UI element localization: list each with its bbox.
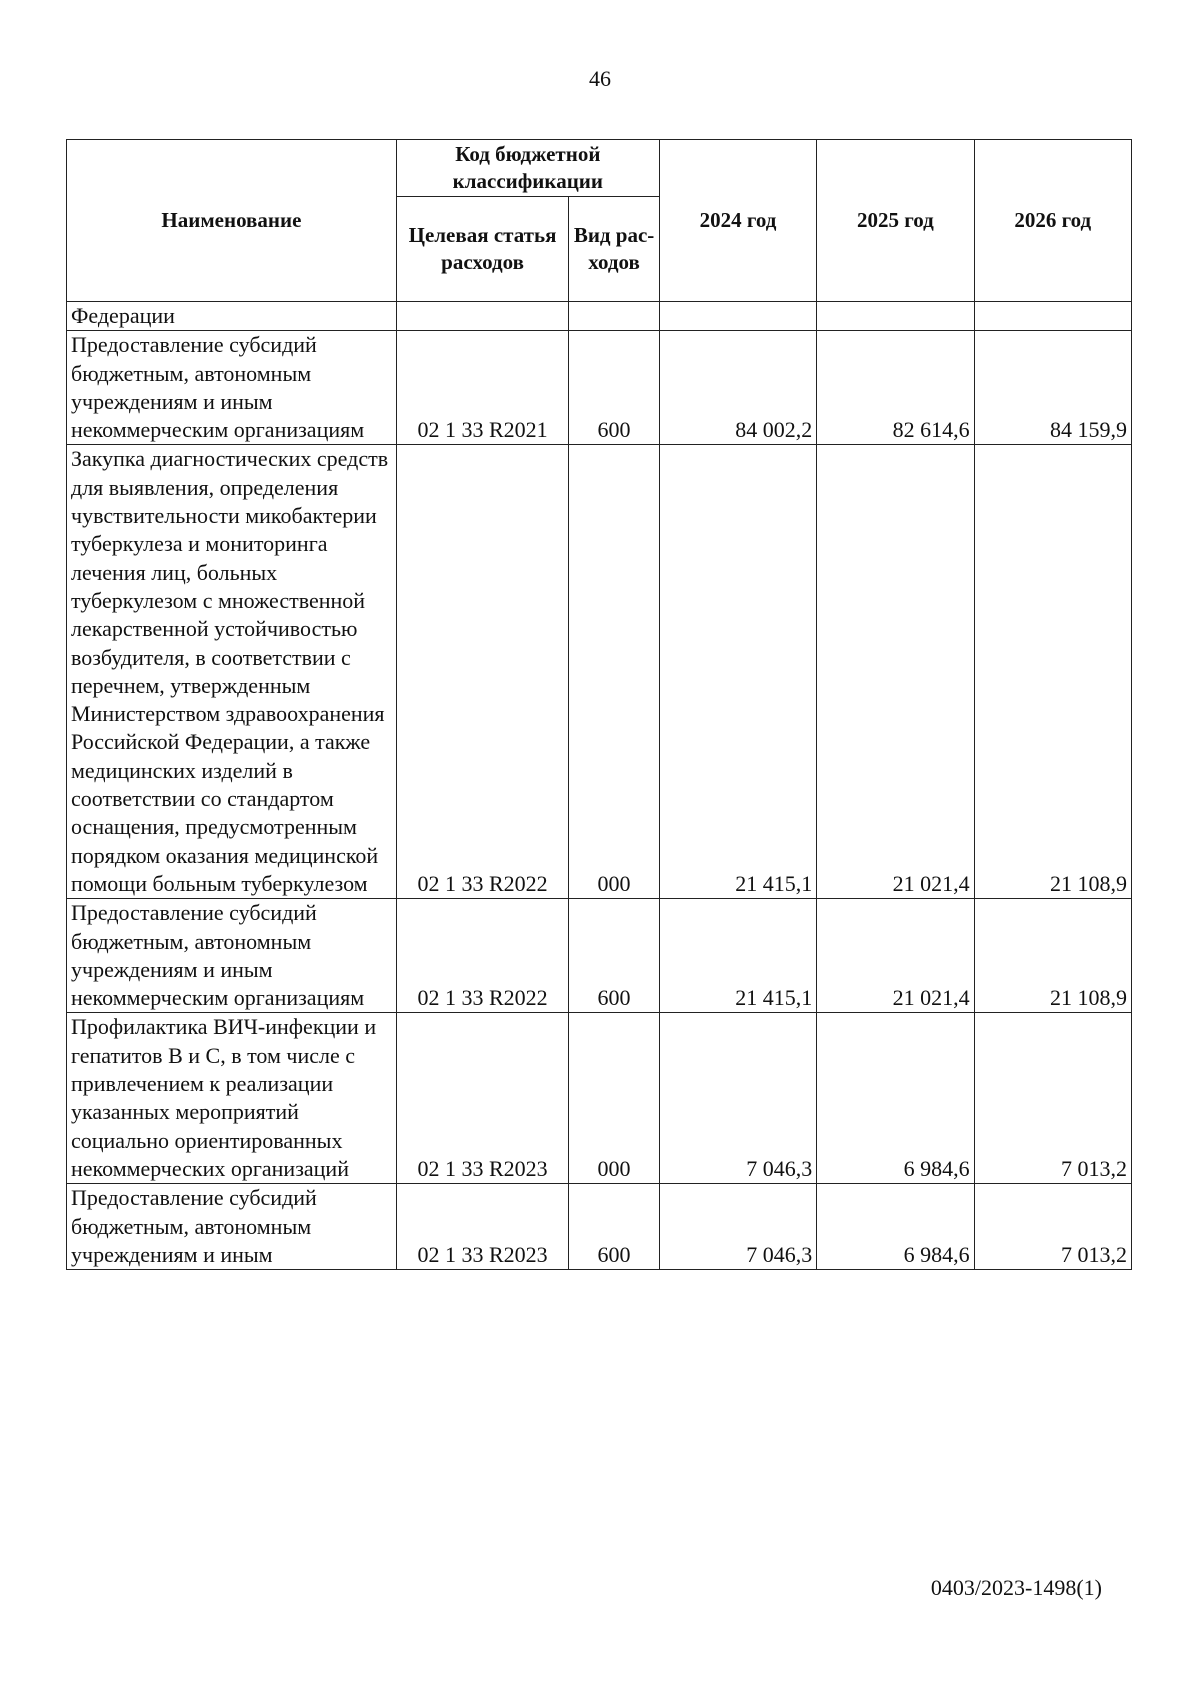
row-vid: 600	[569, 1184, 660, 1270]
row-name: Предоставление субсидий бюджетным, автономным учреждениям и иным некоммерческим организациям	[67, 899, 397, 1013]
row-2025	[817, 302, 974, 331]
header-2024: 2024 год	[659, 140, 816, 302]
table-row	[67, 445, 1132, 899]
row-name: Предоставление субсидий бюджетным, автономным учреждениям и иным	[67, 1184, 397, 1270]
row-2024	[659, 302, 816, 331]
header-2025: 2025 год	[817, 140, 974, 302]
row-code: 02 1 33 R2021	[396, 331, 568, 445]
table-row	[67, 899, 1132, 1013]
row-2026: 21 108,9	[974, 445, 1131, 899]
row-2024: 7 046,3	[659, 1184, 816, 1270]
row-2024: 84 002,2	[659, 331, 816, 445]
header-expense-type: Вид рас-ходов	[569, 197, 660, 302]
row-vid: 000	[569, 445, 660, 899]
row-2025: 6 984,6	[817, 1184, 974, 1270]
row-vid: 000	[569, 1013, 660, 1184]
header-target-article: Целевая статья расходов	[396, 197, 568, 302]
row-2026: 7 013,2	[974, 1184, 1131, 1270]
row-code: 02 1 33 R2023	[396, 1184, 568, 1270]
row-2026: 7 013,2	[974, 1013, 1131, 1184]
row-vid	[569, 302, 660, 331]
row-2026: 84 159,9	[974, 331, 1131, 445]
row-2026	[974, 302, 1131, 331]
row-name: Предоставление субсидий бюджетным, автономным учреждениям и иным некоммерческим организациям	[67, 331, 397, 445]
table-row	[67, 331, 1132, 445]
table-row	[67, 1184, 1132, 1270]
header-name: Наименование	[67, 140, 397, 302]
row-name: Закупка диагностических средств для выявления, определения чувствительности микобактерии туберкулеза и мониторинга лечения лиц, больных туберкулезом с множественной лекарственной устойчивостью возбудителя, в соответствии с перечнем, утвержденным Министерством здравоохранения Российской Федерации, а также медицинских изделий в соответствии со стандартом оснащения, предусмотренным порядком оказания медицинской помощи больным туберкулезом	[67, 445, 397, 899]
row-2024: 21 415,1	[659, 899, 816, 1013]
row-code: 02 1 33 R2023	[396, 1013, 568, 1184]
row-2024: 7 046,3	[659, 1013, 816, 1184]
header-kbk: Код бюджетной классификации	[396, 140, 659, 197]
row-code	[396, 302, 568, 331]
row-2024: 21 415,1	[659, 445, 816, 899]
row-2025: 21 021,4	[817, 899, 974, 1013]
row-vid: 600	[569, 899, 660, 1013]
row-code: 02 1 33 R2022	[396, 445, 568, 899]
table-row	[67, 1013, 1132, 1184]
header-2026: 2026 год	[974, 140, 1131, 302]
row-2025: 82 614,6	[817, 331, 974, 445]
row-2025: 21 021,4	[817, 445, 974, 899]
page-number: 46	[589, 66, 611, 91]
row-name: Профилактика ВИЧ-инфекции и гепатитов В и С, в том числе с привлечением к реализации указанных мероприятий социально ориентированных некоммерческих организаций	[67, 1013, 397, 1184]
table-row	[67, 302, 1132, 331]
document-code: 0403/2023-1498(1)	[930, 1575, 1102, 1600]
row-2026: 21 108,9	[974, 899, 1131, 1013]
budget-table	[66, 139, 1132, 1270]
row-2025: 6 984,6	[817, 1013, 974, 1184]
row-vid: 600	[569, 331, 660, 445]
row-name: Федерации	[67, 302, 397, 331]
row-code: 02 1 33 R2022	[396, 899, 568, 1013]
